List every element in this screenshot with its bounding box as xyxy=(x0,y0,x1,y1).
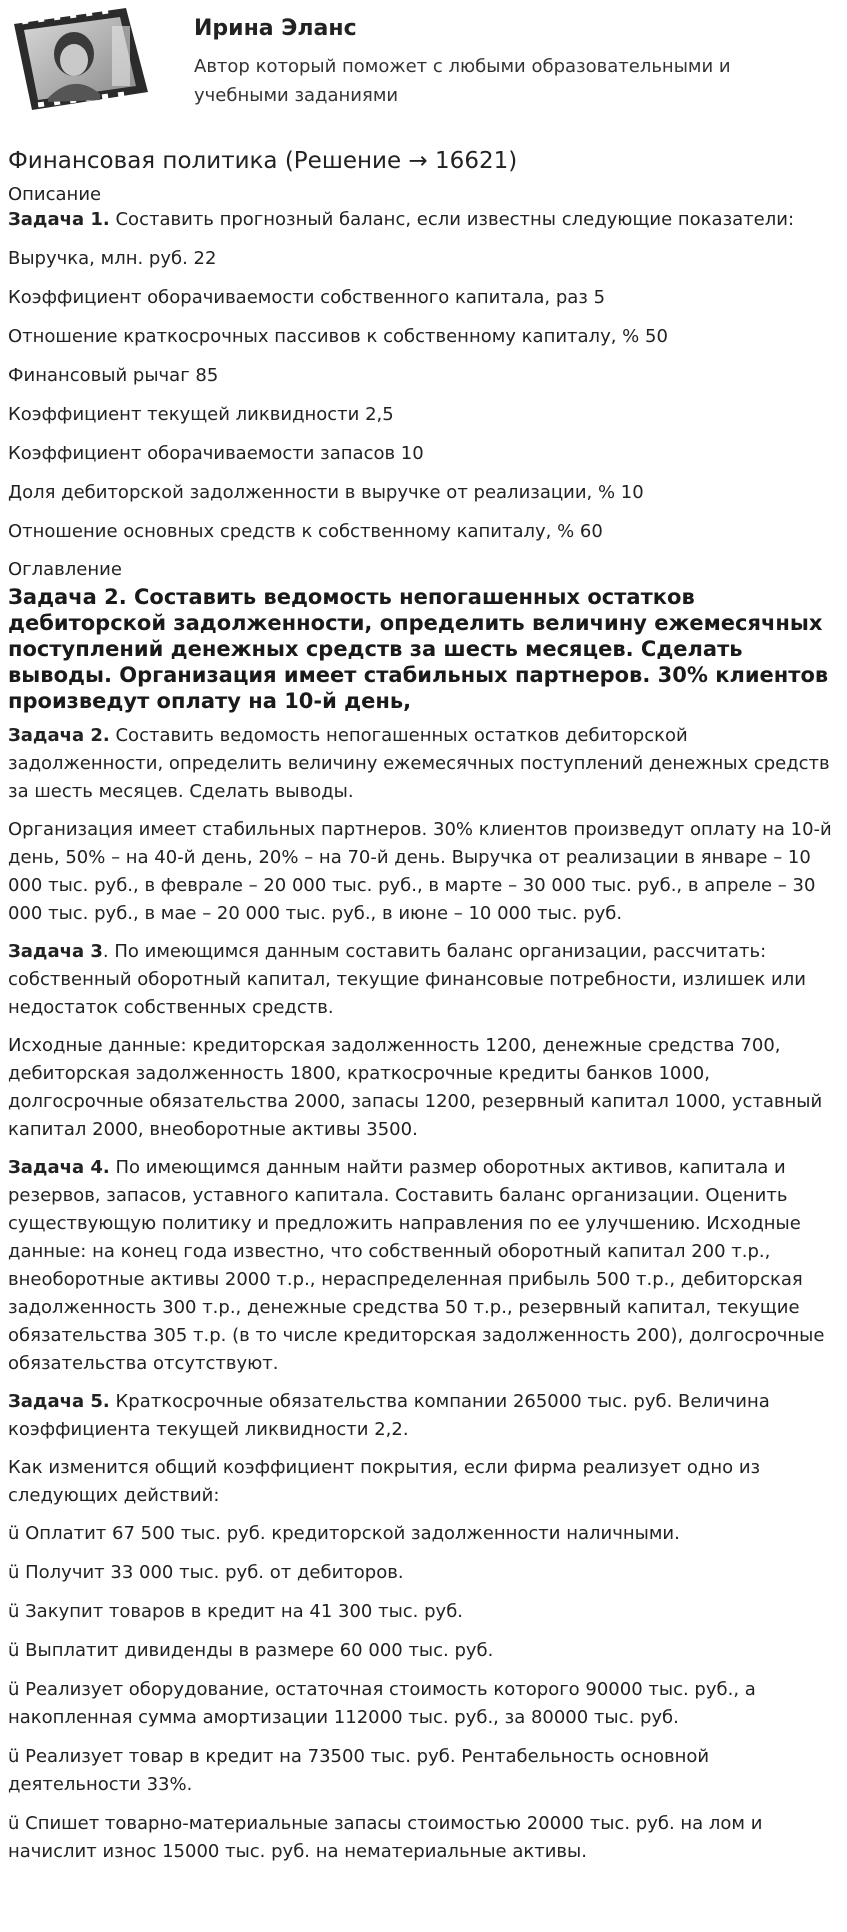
task-4 xyxy=(8,1154,843,1378)
author-name[interactable]: Ирина Эланс xyxy=(194,16,357,41)
param-item: Финансовый рычаг 85 xyxy=(8,365,219,386)
task-3-text: . По имеющимся данным составить баланс организации, рассчитать: собственный оборотный капитал, текущие финансовые потребности, излишек или недостаток собственных средств. xyxy=(8,941,806,1018)
param-item: Коэффициент оборачиваемости собственного капитала, раз 5 xyxy=(8,287,606,308)
task-2-details: Организация имеет стабильных партнеров. 30% клиентов произведут оплату на 10-й день, 50% – на 40-й день, 20% – на 70-й день. Выручка от реализации в январе – 10 000 тыс. руб., в феврале – 20 000 тыс. руб., в марте – 30 000 тыс. руб., в апреле – 30 000 тыс. руб., в мае – 20 000 тыс. руб., в июне – 10 000 тыс. руб. xyxy=(8,819,832,924)
action-item: ü Закупит товаров в кредит на 41 300 тыс. руб. xyxy=(8,1601,464,1622)
task-1-label: Задача 1. xyxy=(8,209,110,230)
toc-label: Оглавление xyxy=(8,559,122,580)
page-title: Финансовая политика (Решение → 16621) xyxy=(8,148,518,174)
task-2-label: Задача 2. xyxy=(8,725,110,746)
author-avatar[interactable] xyxy=(8,6,152,116)
task-1-text: Составить прогнозный баланс, если известны следующие показатели: xyxy=(109,209,795,230)
main-content xyxy=(8,145,843,1877)
author-description: Автор который поможет с любыми образовательными и учебными заданиями xyxy=(194,56,731,106)
action-item: ü Спишет товарно-материальные запасы стоимостью 20000 тыс. руб. на лом и начислит износ 15000 тыс. руб. на нематериальные активы. xyxy=(8,1813,763,1862)
param-item: Выручка, млн. руб. 22 xyxy=(8,248,217,269)
action-item: ü Получит 33 000 тыс. руб. от дебиторов. xyxy=(8,1562,404,1583)
param-item: Отношение основных средств к собственному капиталу, % 60 xyxy=(8,521,603,542)
task-1 xyxy=(8,207,843,233)
task-4-text: По имеющимся данным найти размер оборотных активов, капитала и резервов, запасов, уставного капитала. Составить баланс организации. Оценить существующую политику и предложить направления по ее улучшению. Исходные данные: на конец года известно, что собственный оборотный капитал 200 т.р., внеоборотные активы 2000 т.р., нераспределенная прибыль 500 т.р., дебиторская задолженность 300 т.р., денежные средства 50 т.р., резервный капитал, текущие обязательства 305 т.р. (в то числе кредиторская задолженность 200), долгосрочные обязательства отсутствуют. xyxy=(8,1157,825,1374)
param-item: Доля дебиторской задолженности в выручке от реализации, % 10 xyxy=(8,482,644,503)
param-item: Коэффициент оборачиваемости запасов 10 xyxy=(8,443,424,464)
task-3-label: Задача 3 xyxy=(8,941,103,962)
task-5 xyxy=(8,1388,843,1444)
action-item: ü Выплатит дивиденды в размере 60 000 тыс. руб. xyxy=(8,1640,494,1661)
task-5-text: Краткосрочные обязательства компании 265000 тыс. руб. Величина коэффициента текущей ликвидности 2,2. xyxy=(8,1391,770,1440)
task-3-details: Исходные данные: кредиторская задолженность 1200, денежные средства 700, дебиторская задолженность 1800, краткосрочные кредиты банков 1000, долгосрочные обязательства 2000, запасы 1200, резервный капитал 1000, уставный капитал 2000, внеоборотные активы 3500. xyxy=(8,1035,823,1140)
task-5-question: Как изменится общий коэффициент покрытия, если фирма реализует одно из следующих действий: xyxy=(8,1457,761,1506)
param-item: Отношение краткосрочных пассивов к собственному капиталу, % 50 xyxy=(8,326,668,347)
task-3 xyxy=(8,938,843,1022)
task-2-text: Составить ведомость непогашенных остатков дебиторской задолженности, определить величину ежемесячных поступлений денежных средств за шесть месяцев. Сделать выводы. xyxy=(8,725,830,802)
toc-heading: Задача 2. Составить ведомость непогашенных остатков дебиторской задолженности, определить величину ежемесячных поступлений денежных средств за шесть месяцев. Сделать выводы. Организация имеет стабильных партнеров. 30% клиентов произведут оплату на 10-й день, xyxy=(8,585,829,713)
task-5-label: Задача 5. xyxy=(8,1391,110,1412)
param-item: Коэффициент текущей ликвидности 2,5 xyxy=(8,404,394,425)
action-item: ü Реализует товар в кредит на 73500 тыс. руб. Рентабельность основной деятельности 33%. xyxy=(8,1746,710,1795)
action-item: ü Оплатит 67 500 тыс. руб. кредиторской задолженности наличными. xyxy=(8,1523,680,1544)
task-2 xyxy=(8,722,843,806)
author-header xyxy=(8,6,839,124)
action-item: ü Реализует оборудование, остаточная стоимость которого 90000 тыс. руб., а накопленная сумма амортизации 112000 тыс. руб., за 80000 тыс. руб. xyxy=(8,1679,756,1728)
task-4-label: Задача 4. xyxy=(8,1157,110,1178)
description-label: Описание xyxy=(8,184,102,205)
